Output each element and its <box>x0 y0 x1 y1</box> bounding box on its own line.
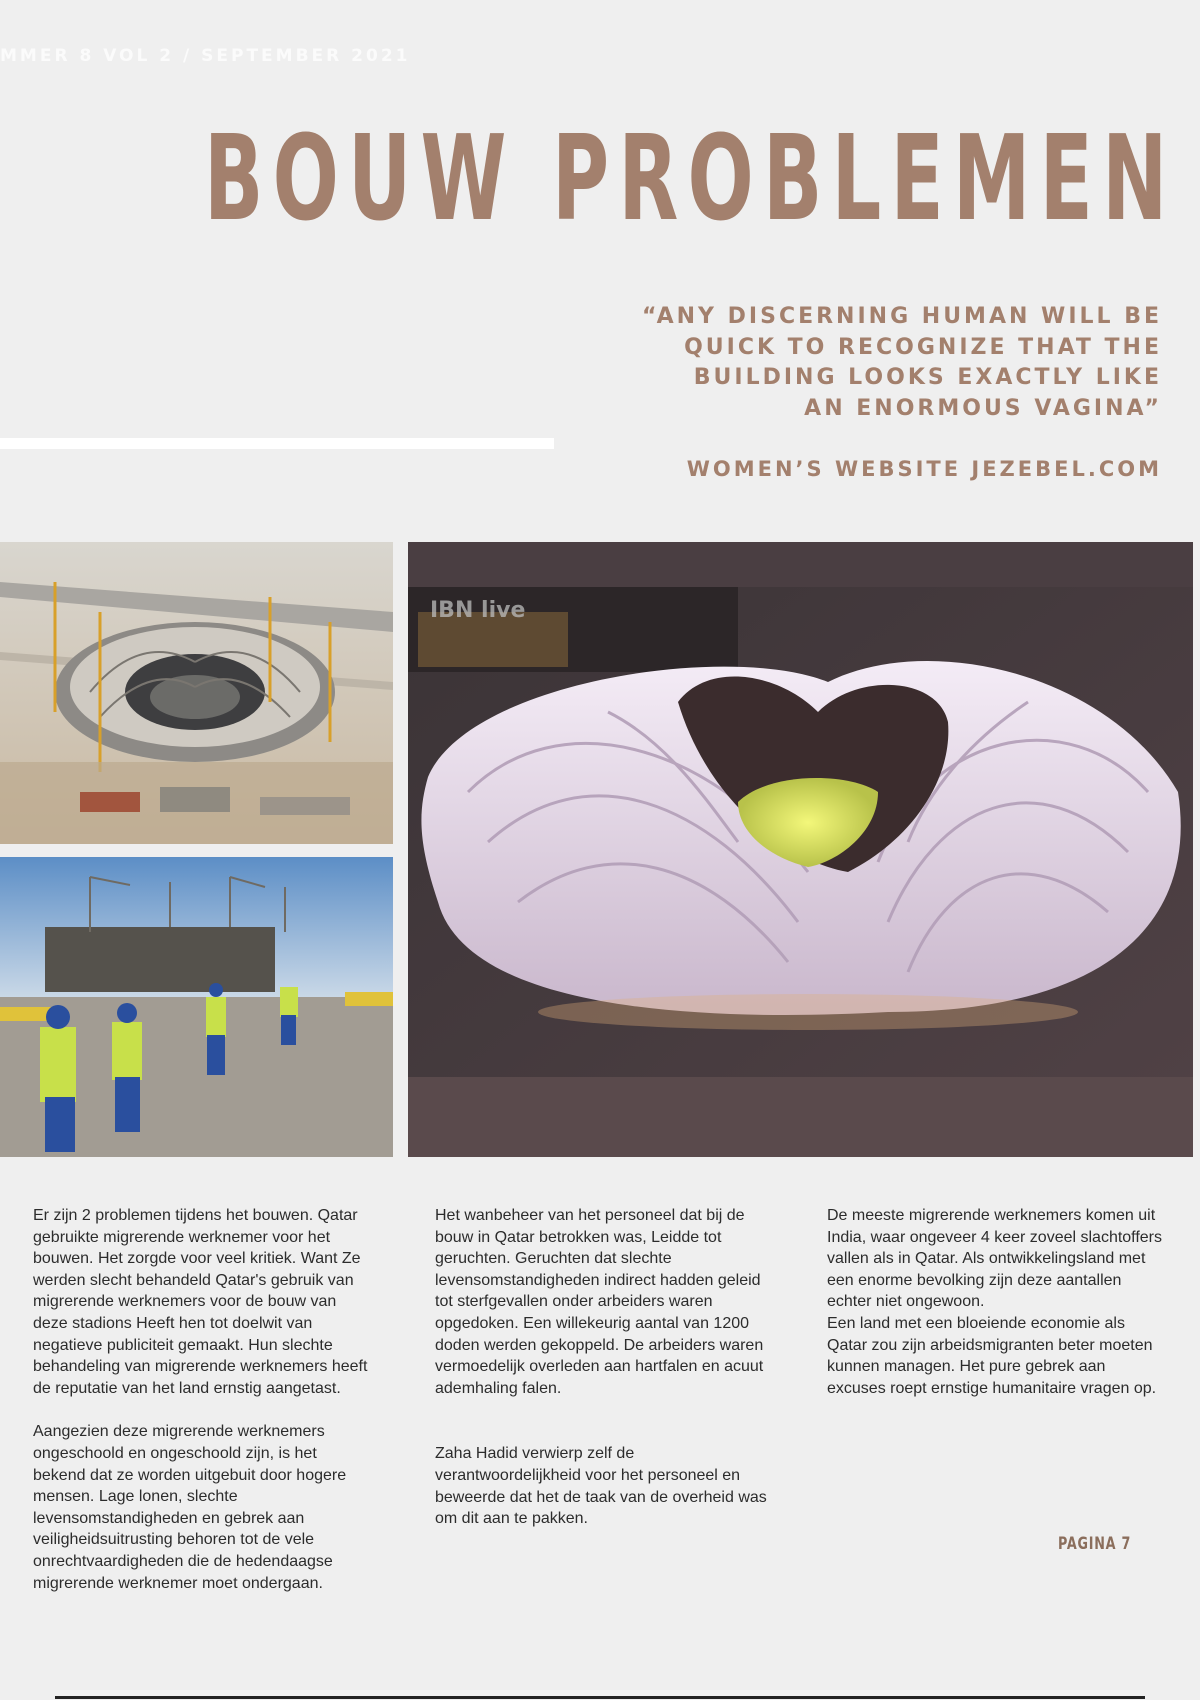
paragraph: De meeste migrerende werknemers komen uit India, waar ongeveer 4 keer zoveel slachtoffers vallen als in Qatar. Als ontwikkelingsland met een enorme bevolking zijn deze aantallen echter niet ongewoon. <box>827 1207 1163 1311</box>
paragraph: Aangezien deze migrerende werknemers ongeschoold en ongeschoold zijn, is het bekend dat ze worden uitgebuit door hogere mensen. Lage lonen, slechte levensomstandigheden en gebrek aan veiligheidsuitrusting behoren tot de vele onrechtvaardigheden die de hedendaagse migrerende werknemer moet ondergaan. <box>33 1423 347 1592</box>
issue-line: MMER 8 VOL 2 / SEPTEMBER 2021 <box>0 46 411 66</box>
paragraph: Een land met een bloeiende economie als Qatar zou zijn arbeidsmigranten beter moeten kunnen managen. Het pure gebrek aan excuses roept ernstige humanitaire vragen op. <box>827 1314 1157 1397</box>
page-title: BOUW PROBLEMEN <box>203 109 1177 247</box>
divider-bar <box>0 438 554 449</box>
construction-aerial-photo <box>0 542 393 844</box>
quote-source: WOMEN’S WEBSITE JEZEBEL.COM <box>686 457 1162 481</box>
text-column-3 <box>827 1205 1167 1399</box>
workers-photo <box>0 857 393 1157</box>
text-column-2 <box>435 1205 775 1530</box>
pull-quote: “ANY DISCERNING HUMAN WILL BE QUICK TO RECOGNIZE THAT THE BUILDING LOOKS EXACTLY LIKE AN ENORMOUS VAGINA” <box>642 304 1162 421</box>
bottom-rule <box>55 1696 1145 1699</box>
paragraph: Het wanbeheer van het personeel dat bij de bouw in Qatar betrokken was, Leidde tot geruchten. Geruchten dat slechte levensomstandigheden indirect hadden geleid tot sterfgevallen onder arbeiders waren opgedoken. Een willekeurig aantal van 1200 doden werden gekoppeld. De arbeiders waren vermoedelijk overleden aan hartfalen en acuut ademhaling falen. <box>435 1207 764 1397</box>
text-column-1 <box>33 1205 373 1594</box>
page-number: PAGINA 7 <box>1058 1534 1132 1554</box>
paragraph: Er zijn 2 problemen tijdens het bouwen. Qatar gebruikte migrerende werknemer voor het bouwen. Het zorgde voor veel kritiek. Want Ze werden slecht behandeld Qatar's gebruik van migrerende werknemers voor de bouw van deze stadions Heeft hen tot doelwit van negatieve publiciteit gemaakt. Hun slechte behandeling van migrerende werknemers heeft de reputatie van het land ernstig aangetast. <box>33 1207 368 1397</box>
stadium-render-photo <box>408 542 1193 1157</box>
video-watermark: IBN live <box>430 598 526 623</box>
paragraph: Zaha Hadid verwierp zelf de verantwoordelijkheid voor het personeel en beweerde dat het de taak van de overheid was om dit aan te pakken. <box>435 1445 767 1528</box>
